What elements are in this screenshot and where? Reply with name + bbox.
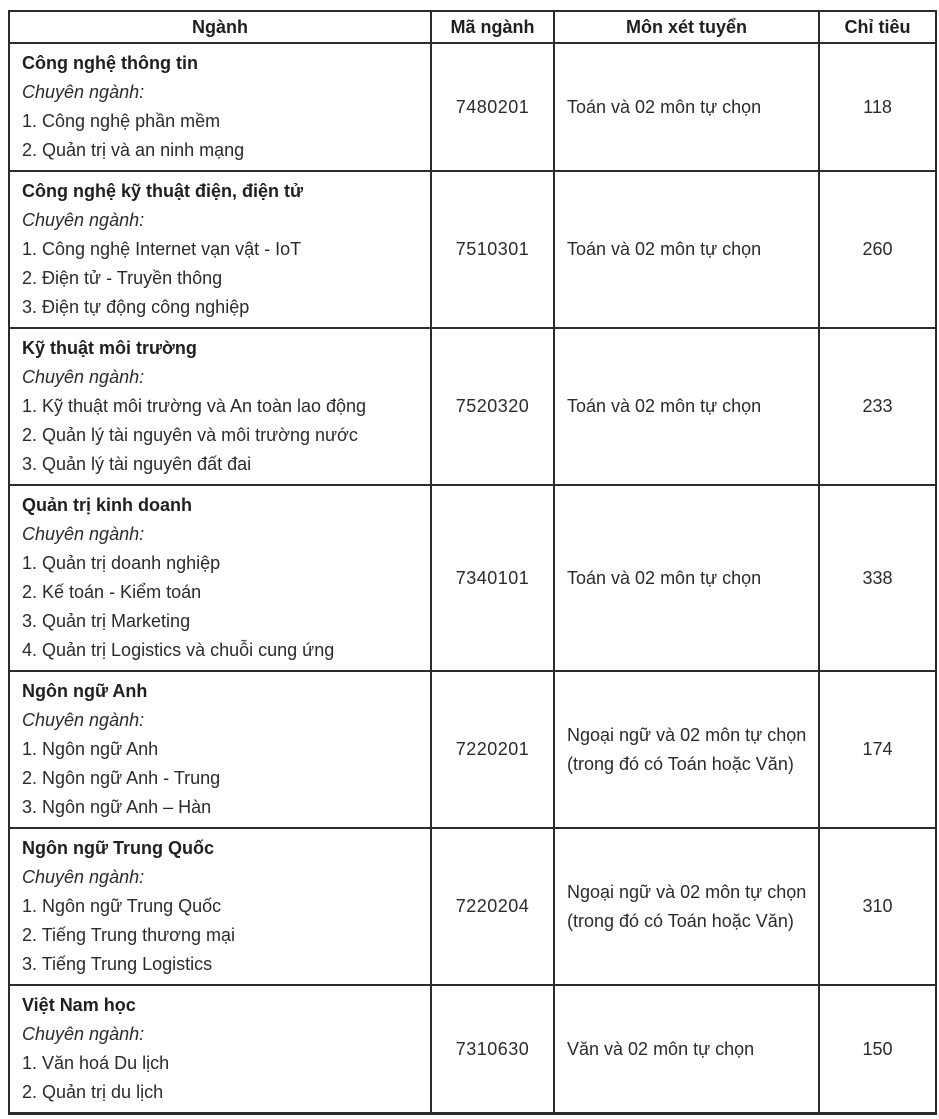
table-row [9,171,936,328]
specialization-item: 1. Ngôn ngữ Trung Quốc [22,896,222,916]
major-code: 7310630 [431,985,554,1114]
specialization-item: 3. Điện tự động công nghiệp [22,297,250,317]
major-cell [9,485,431,671]
table-row [9,985,936,1114]
specialization-item: 3. Tiếng Trung Logistics [22,954,213,974]
header-row [9,11,936,43]
major-name: Ngôn ngữ Trung Quốc [22,838,215,858]
admission-subjects: Toán và 02 môn tự chọn [554,485,819,671]
table-header [9,11,936,43]
admission-subjects: Toán và 02 môn tự chọn [554,171,819,328]
admission-subjects: Văn và 02 môn tự chọn [554,985,819,1114]
table-row [9,671,936,828]
table-row [9,328,936,485]
specializations-label: Chuyên ngành: [22,867,145,887]
specializations-label: Chuyên ngành: [22,1024,145,1044]
major-code: 7480201 [431,43,554,171]
specialization-item: 1. Kỹ thuật môi trường và An toàn lao động [22,396,367,416]
major-cell [9,671,431,828]
specialization-item: 2. Quản trị du lịch [22,1082,164,1102]
major-name: Công nghệ kỹ thuật điện, điện tử [22,181,304,201]
major-code: 7520320 [431,328,554,485]
specialization-item: 1. Quản trị doanh nghiệp [22,553,221,573]
specialization-item: 1. Văn hoá Du lịch [22,1053,170,1073]
major-name: Ngôn ngữ Anh [22,681,148,701]
specializations-label: Chuyên ngành: [22,710,145,730]
specialization-item: 2. Ngôn ngữ Anh - Trung [22,768,221,788]
quota-value: 233 [819,328,936,485]
specializations-label: Chuyên ngành: [22,367,145,387]
table-body [9,43,936,1114]
admission-subjects: Ngoại ngữ và 02 môn tự chọn (trong đó có Toán hoặc Văn) [554,828,819,985]
admission-subjects: Toán và 02 môn tự chọn [554,328,819,485]
specialization-item: 1. Ngôn ngữ Anh [22,739,159,759]
specialization-item: 2. Kế toán - Kiểm toán [22,582,202,602]
quota-value: 174 [819,671,936,828]
specializations-label: Chuyên ngành: [22,524,145,544]
table-row [9,485,936,671]
quota-value: 260 [819,171,936,328]
header-major-code: Mã ngành [431,11,554,43]
major-cell [9,828,431,985]
quota-value: 118 [819,43,936,171]
table-row [9,828,936,985]
major-code: 7220204 [431,828,554,985]
specialization-item: 1. Công nghệ phần mềm [22,111,221,131]
admission-subjects: Toán và 02 môn tự chọn [554,43,819,171]
specialization-item: 2. Quản trị và an ninh mạng [22,140,245,160]
admission-subjects: Ngoại ngữ và 02 môn tự chọn (trong đó có Toán hoặc Văn) [554,671,819,828]
header-subjects: Môn xét tuyển [554,11,819,43]
major-name: Kỹ thuật môi trường [22,338,197,358]
specialization-item: 3. Quản trị Marketing [22,611,191,631]
major-cell [9,43,431,171]
specialization-item: 2. Quản lý tài nguyên và môi trường nước [22,425,358,445]
header-quota: Chỉ tiêu [819,11,936,43]
quota-value: 338 [819,485,936,671]
specialization-item: 4. Quản trị Logistics và chuỗi cung ứng [22,640,335,660]
major-code: 7220201 [431,671,554,828]
major-cell [9,985,431,1114]
specializations-label: Chuyên ngành: [22,82,145,102]
specialization-item: 1. Công nghệ Internet vạn vật - IoT [22,239,302,259]
specialization-item: 3. Quản lý tài nguyên đất đai [22,454,252,474]
quota-value: 310 [819,828,936,985]
specialization-item: 2. Điện tử - Truyền thông [22,268,223,288]
major-code: 7340101 [431,485,554,671]
major-cell [9,171,431,328]
major-cell [9,328,431,485]
header-major: Ngành [9,11,431,43]
major-name: Việt Nam học [22,995,136,1015]
major-code: 7510301 [431,171,554,328]
table-row [9,43,936,171]
major-name: Quản trị kinh doanh [22,495,192,515]
specialization-item: 2. Tiếng Trung thương mại [22,925,235,945]
major-name: Công nghệ thông tin [22,53,198,73]
specialization-item: 3. Ngôn ngữ Anh – Hàn [22,797,212,817]
quota-value: 150 [819,985,936,1114]
admissions-table [8,10,937,1115]
specializations-label: Chuyên ngành: [22,210,145,230]
